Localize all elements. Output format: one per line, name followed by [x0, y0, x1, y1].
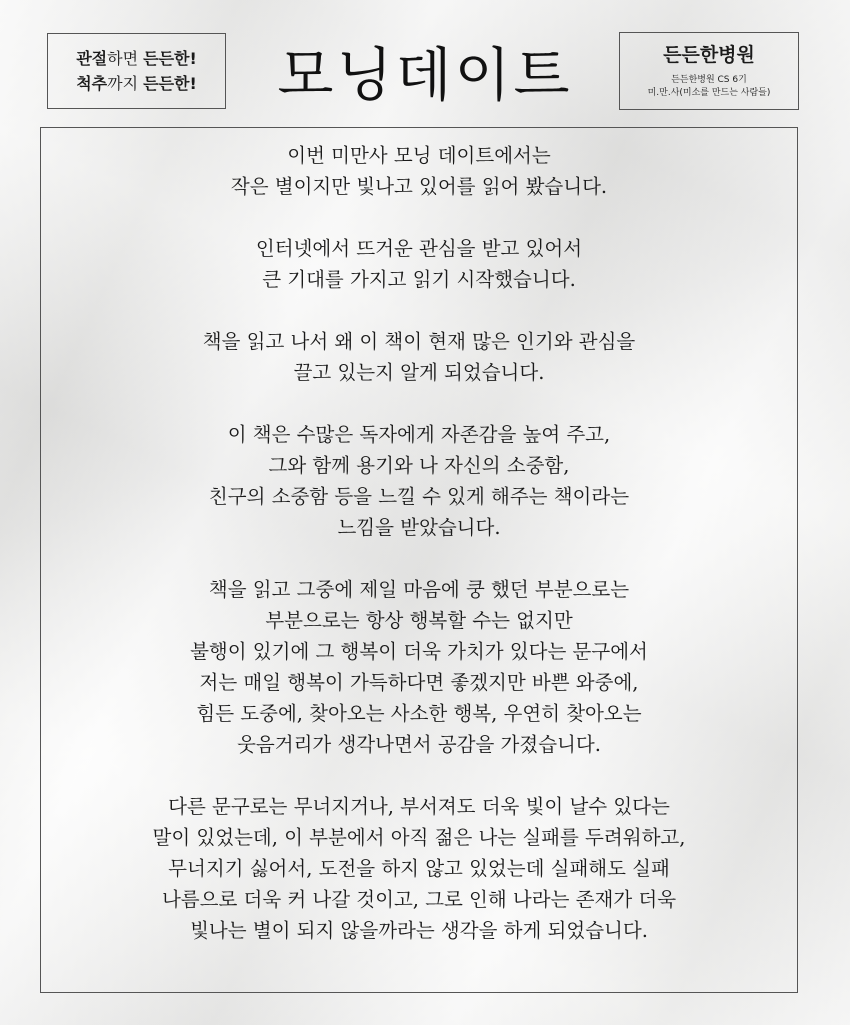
text-line: 느낌을 받았습니다.: [337, 516, 501, 539]
slogan-text: 하면: [107, 49, 144, 68]
team-name: 든든한병원 CS 6기: [671, 75, 747, 85]
text-line: 큰 기대를 가지고 읽기 시작했습니다.: [262, 268, 576, 291]
text-line: 무너지기 싫어서, 도전을 하지 않고 있었는데 실패해도 실패: [168, 857, 670, 880]
slogan-keyword: 척추: [76, 74, 108, 93]
review-body: [40, 140, 798, 977]
slogan-line-1: [76, 46, 197, 71]
paragraph: [40, 574, 798, 760]
text-line: 불행이 있기에 그 행복이 더욱 가치가 있다는 문구에서: [190, 640, 648, 663]
text-line: 나름으로 더욱 커 나갈 것이고, 그로 인해 나라는 존재가 더욱: [161, 888, 677, 911]
paragraph: [40, 233, 798, 295]
text-line: 웃음거리가 생각나면서 공감을 가졌습니다.: [237, 733, 601, 756]
paragraph: [40, 419, 798, 543]
text-line: 빛나는 별이 되지 않을까라는 생각을 하게 되었습니다.: [190, 919, 648, 942]
team-description: 미.만.사(미소를 만드는 사람들): [647, 88, 771, 98]
text-line: 이 책은 수많은 독자에게 자존감을 높여 주고,: [227, 423, 611, 446]
text-line: 친구의 소중함 등을 느낄 수 있게 해주는 책이라는: [208, 485, 630, 508]
slogan-box: [47, 33, 226, 109]
hospital-name: 든든한병원: [663, 44, 755, 66]
slogan-text: 까지: [107, 74, 144, 93]
text-line: 이번 미만사 모닝 데이트에서는: [287, 144, 551, 167]
text-line: 다른 문구로는 무너지거나, 부서져도 더욱 빛이 날수 있다는: [168, 795, 670, 818]
text-line: 책을 읽고 나서 왜 이 책이 현재 많은 인기와 관심을: [202, 330, 636, 353]
paragraph: [40, 791, 798, 946]
text-line: 말이 있었는데, 이 부분에서 아직 젊은 나는 실패를 두려워하고,: [152, 826, 686, 849]
slogan-keyword: 든든한!: [143, 74, 197, 93]
page-title: 모닝데이트: [277, 41, 573, 109]
slogan-keyword: 든든한!: [143, 49, 197, 68]
text-line: 그와 함께 용기와 나 자신의 소중함,: [268, 454, 570, 477]
slogan-keyword: 관절: [76, 49, 108, 68]
hospital-box: [619, 32, 799, 110]
text-line: 책을 읽고 그중에 제일 마음에 쿵 했던 부분으로는: [208, 578, 630, 601]
text-line: 부분으로는 항상 행복할 수는 없지만: [265, 609, 573, 632]
slogan-line-2: [76, 71, 197, 96]
paragraph: [40, 140, 798, 202]
paragraph: [40, 326, 798, 388]
text-line: 인터넷에서 뜨거운 관심을 받고 있어서: [255, 237, 583, 260]
text-line: 저는 매일 행복이 가득하다면 좋겠지만 바쁜 와중에,: [199, 671, 639, 694]
text-line: 작은 별이지만 빛나고 있어를 읽어 봤습니다.: [230, 175, 608, 198]
text-line: 끌고 있는지 알게 되었습니다.: [293, 361, 545, 384]
text-line: 힘든 도중에, 찾아오는 사소한 행복, 우연히 찾아오는: [196, 702, 642, 725]
